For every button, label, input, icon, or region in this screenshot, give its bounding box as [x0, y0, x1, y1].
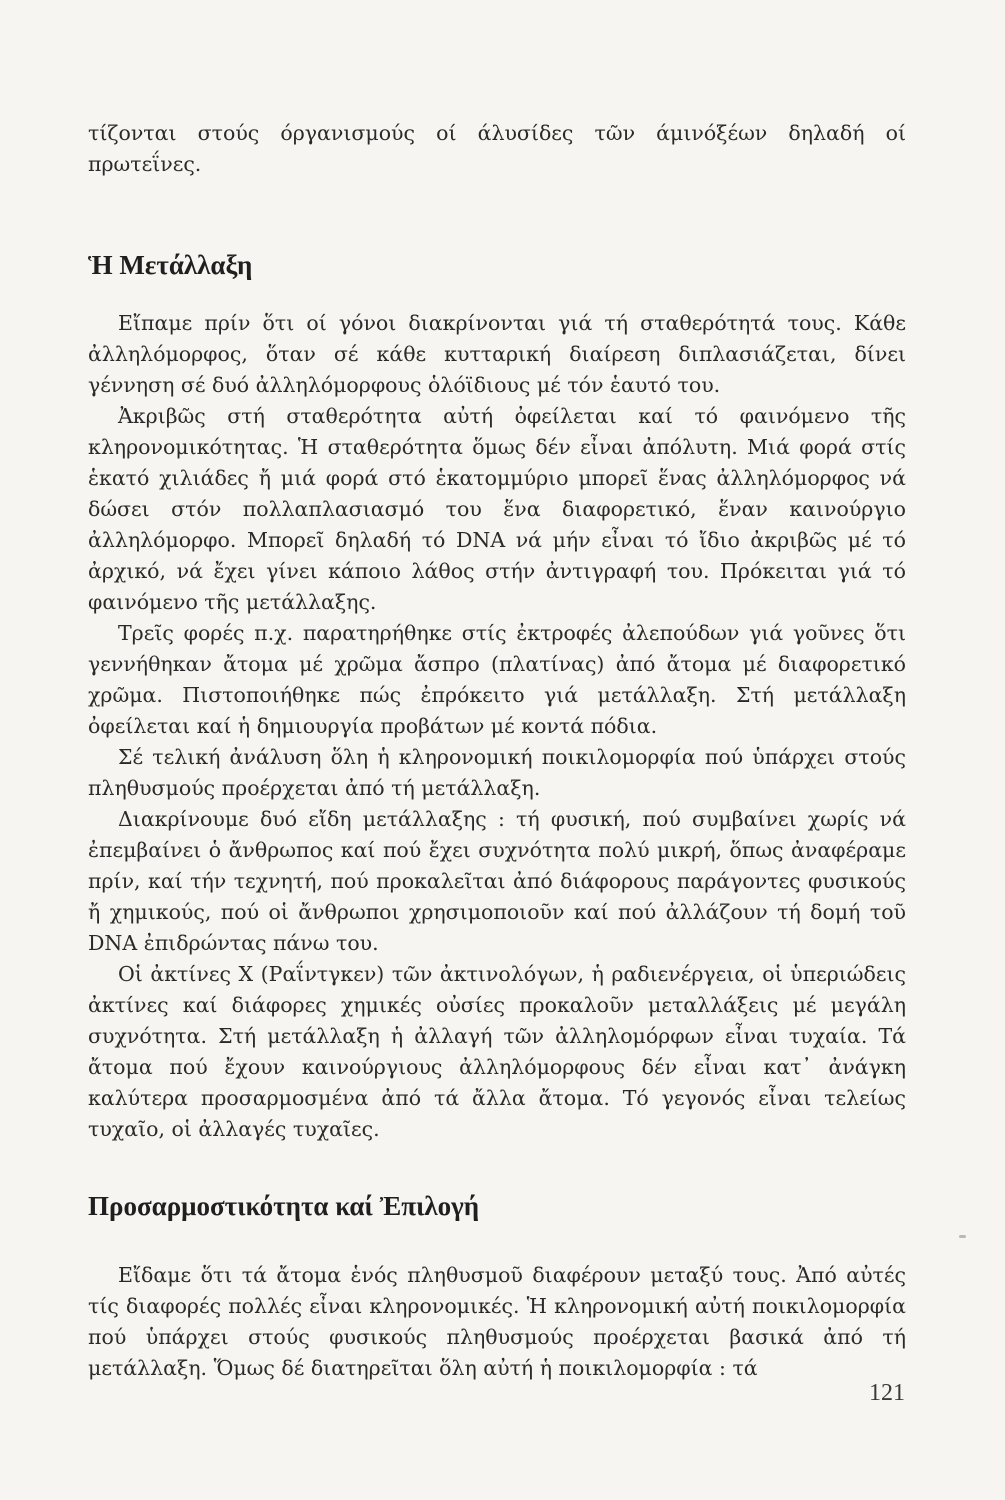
paragraph: Διακρίνουμε δυό εἴδη μετάλλαξης : τή φυσική, πού συμβαίνει χωρίς νά ἐπεμβαίνει ὁ ἄνθρωπος καί πού ἔχει συχνότητα πολύ μικρή, ὅπως ἀναφέραμε πρίν, καί τήν τεχνητή, πού προκαλεῖται ἀπό διάφορους παράγοντες φυσικούς ἤ χημικούς, πού οἱ ἄνθρωποι χρησιμοποιοῦν καί πού ἀλλάζουν τή δομή τοῦ DNA ἐπιδρώντας πάνω του. [88, 807, 906, 955]
scan-speck [959, 1235, 966, 1238]
paragraph: Τρεῖς φορές π.χ. παρατηρήθηκε στίς ἐκτροφές ἀλεπούδων γιά γοῦνες ὅτι γεννήθηκαν ἄτομα μέ χρῶμα ἄσπρο (πλατίνας) ἀπό ἄτομα μέ διαφορετικό χρῶμα. Πιστοποιήθηκε πώς ἐπρόκειτο γιά μετάλλαξη. Στή μετάλλαξη ὀφείλεται καί ἡ δημιουργία προβάτων μέ κοντά πόδια. [88, 621, 906, 738]
paragraph: Οἱ ἀκτίνες Χ (Ραΐντγκεν) τῶν ἀκτινολόγων, ἡ ραδιενέργεια, οἱ ὑπεριώδεις ἀκτίνες καί διάφορες χημικές οὐσίες προκαλοῦν μεταλλάξεις μέ μεγάλη συχνότητα. Στή μετάλλαξη ἡ ἀλλαγή τῶν ἀλληλομόρφων εἶναι τυχαία. Τά ἄτομα πού ἔχουν καινούργιους ἀλληλόμορφους δέν εἶναι κατ᾽ ἀνάγκη καλύτερα προσαρμοσμένα ἀπό τά ἄλλα ἄτομα. Τό γεγονός εἶναι τελείως τυχαῖο, οἱ ἀλλαγές τυχαῖες. [88, 962, 906, 1141]
paragraph: Εἴπαμε πρίν ὅτι οί γόνοι διακρίνονται γιά τή σταθερότητά τους. Κάθε ἀλληλόμορφος, ὅταν σέ κάθε κυτταρική διαίρεση διπλασιάζεται, δίνει γέννηση σέ δυό ἀλληλόμορφους ὁλόϊδιους μέ τόν ἑαυτό του. [88, 311, 906, 397]
section-heading-adaptability: Προσαρμοστικότητα καί Ἐπιλογή [88, 1191, 480, 1221]
page-body [88, 118, 906, 1384]
paragraph: Ἀκριβῶς στή σταθερότητα αὐτή ὀφείλεται καί τό φαινόμενο τῆς κληρονομικότητας. Ἡ σταθερότητα ὅμως δέν εἶναι ἀπόλυτη. Μιά φορά στίς ἑκατό χιλιάδες ἤ μιά φορά στό ἑκατομμύριο μπορεῖ ἕνας ἀλληλόμορφος νά δώσει στόν πολλαπλασιασμό του ἕνα διαφορετικό, ἕναν καινούργιο ἀλληλόμορφο. Μπορεῖ δηλαδή τό DNA νά μήν εἶναι τό ἴδιο ἀκριβῶς μέ τό ἀρχικό, νά ἔχει γίνει κάποιο λάθος στήν ἀντιγραφή του. Πρόκειται γιά τό φαινόμενο τῆς μετάλλαξης. [88, 404, 906, 614]
continued-paragraph: τίζονται στούς όργανισμούς οί άλυσίδες τῶν άμινόξέων δηλαδή οί πρωτεΐνες. [88, 121, 906, 176]
paragraph: Εἴδαμε ὅτι τά ἄτομα ἑνός πληθυσμοῦ διαφέρουν μεταξύ τους. Ἀπό αὐτές τίς διαφορές πολλές εἶναι κληρονομικές. Ἡ κληρονομική αὐτή ποικιλομορφία πού ὑπάρχει στούς φυσικούς πληθυσμούς προέρχεται βασικά ἀπό τή μετάλλαξη. Ὅμως δέ διατηρεῖται ὅλη αὐτή ἡ ποικιλομορφία : τά [88, 1263, 906, 1380]
section-heading-mutation: Ἡ Μετάλλαξη [88, 250, 253, 280]
page-number: 121 [869, 1380, 905, 1406]
paragraph: Σέ τελική ἀνάλυση ὅλη ἡ κληρονομική ποικιλομορφία πού ὑπάρχει στούς πληθυσμούς προέρχεται ἀπό τή μετάλλαξη. [88, 745, 906, 800]
